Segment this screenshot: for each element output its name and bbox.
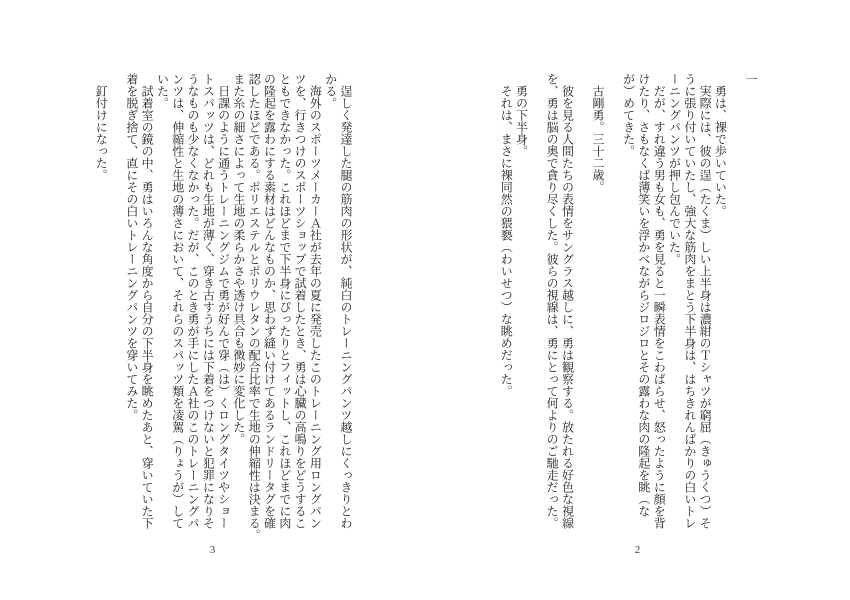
page-2 (425, 0, 850, 600)
page-3-number: 3 (209, 544, 216, 556)
text-line: の隆起を露わにする素材はどんなものか、思わず縫い付けてあるランドリータグを確 (262, 73, 277, 529)
text-line (529, 73, 544, 527)
page-3-text-block (92, 73, 353, 541)
text-line (605, 73, 620, 527)
text-line: それは、まさに裸同然の猥褻（わいせつ）な眺めだった。 (499, 73, 514, 397)
text-line: 実際には、彼の逞（たくま）しい上半身は濃紺のＴシャツが窮屈（きゅうくつ）そ (698, 73, 713, 529)
text-line: 逞しく発達した腿の筋肉の形状が、純白のトレーニングパンツ越しにくっきりとわ (339, 73, 353, 529)
text-line: 彼を見る人間たちの表情をサングラス越しに、勇は観察する。放たれる好色な視線 (560, 73, 575, 529)
text-line: 試着室の鏡の中、勇はいろんな角度から自分の下半身を眺めたあと、穿いていた下 (140, 73, 155, 529)
text-line: が）めてきた。 (621, 73, 636, 157)
text-line (727, 73, 742, 527)
text-line: かる。 (323, 73, 338, 109)
text-line: うなものも少なくなかった。だが、このとき勇が手にしたＡ社のこのトレーニングパ (186, 73, 201, 529)
page-2-number: 2 (634, 544, 641, 556)
text-line: いた。 (155, 73, 170, 109)
text-line: トスパッツは、どれも生地が薄く、穿き古すうちには下着をつけないと犯罪になりそ (201, 73, 216, 529)
text-line (108, 73, 123, 527)
text-line: ともできなかった。これほどまで下半身にぴったりとフィットし、これほどまでに肉 (277, 73, 292, 529)
text-line: 一 (744, 73, 758, 85)
text-line (574, 73, 589, 527)
text-line: 釘付けになった。 (94, 73, 109, 181)
text-line: ツを、行きつけのスポーツショップで試着したとき、勇は心臓の高鳴りをどうするこ (293, 73, 308, 529)
text-line: けたり、さもなくば薄笑いを浮かべながらジロジロとその露わな肉の隆起を眺（な (636, 73, 651, 517)
text-line: ーニングパンツが押し包んでいた。 (667, 73, 682, 265)
text-line: 古剛勇。三十二歳。 (591, 73, 606, 193)
text-line: 着を脱ぎ捨て、直にその白いトレーニングパンツを穿いてみた。 (124, 73, 139, 421)
text-line: 認したほどである。ポリエステルとポリウレタンの配合比率で生地の伸縮性は決まる。 (247, 73, 262, 541)
text-line: 勇の下半身。 (514, 73, 529, 157)
text-line: 日課のように通うトレーニングジムで勇が好んで穿（は）くロングタイツやショー (216, 73, 231, 529)
text-line: ンツは、伸縮性と生地の薄さにおいて、それらのスパッツ類を凌駕（りょうが）して (170, 73, 185, 529)
text-line: だが、すれ違う男も女も、勇を見ると一瞬表情をこわばらせ、怒ったように顔を背 (652, 73, 667, 529)
text-line: 海外のスポーツメーカーＡ社が去年の夏に発売したこのトレーニング用ロングパン (308, 73, 323, 529)
text-line: を、勇は脳の奥で貪り尽くした。彼らの視線は、勇にとって何よりのご馳走だった。 (545, 73, 560, 529)
text-line: また糸の細さによって生地の柔らかさや透け具合も微妙に変化した。 (231, 73, 246, 445)
text-line: うに張り付いていたし、強大な筋肉をまとう下半身は、はちきれんばかりの白いトレ (682, 73, 697, 529)
page-2-text-block (497, 73, 758, 527)
text-line: 勇は、裸で歩いていた。 (713, 73, 728, 217)
